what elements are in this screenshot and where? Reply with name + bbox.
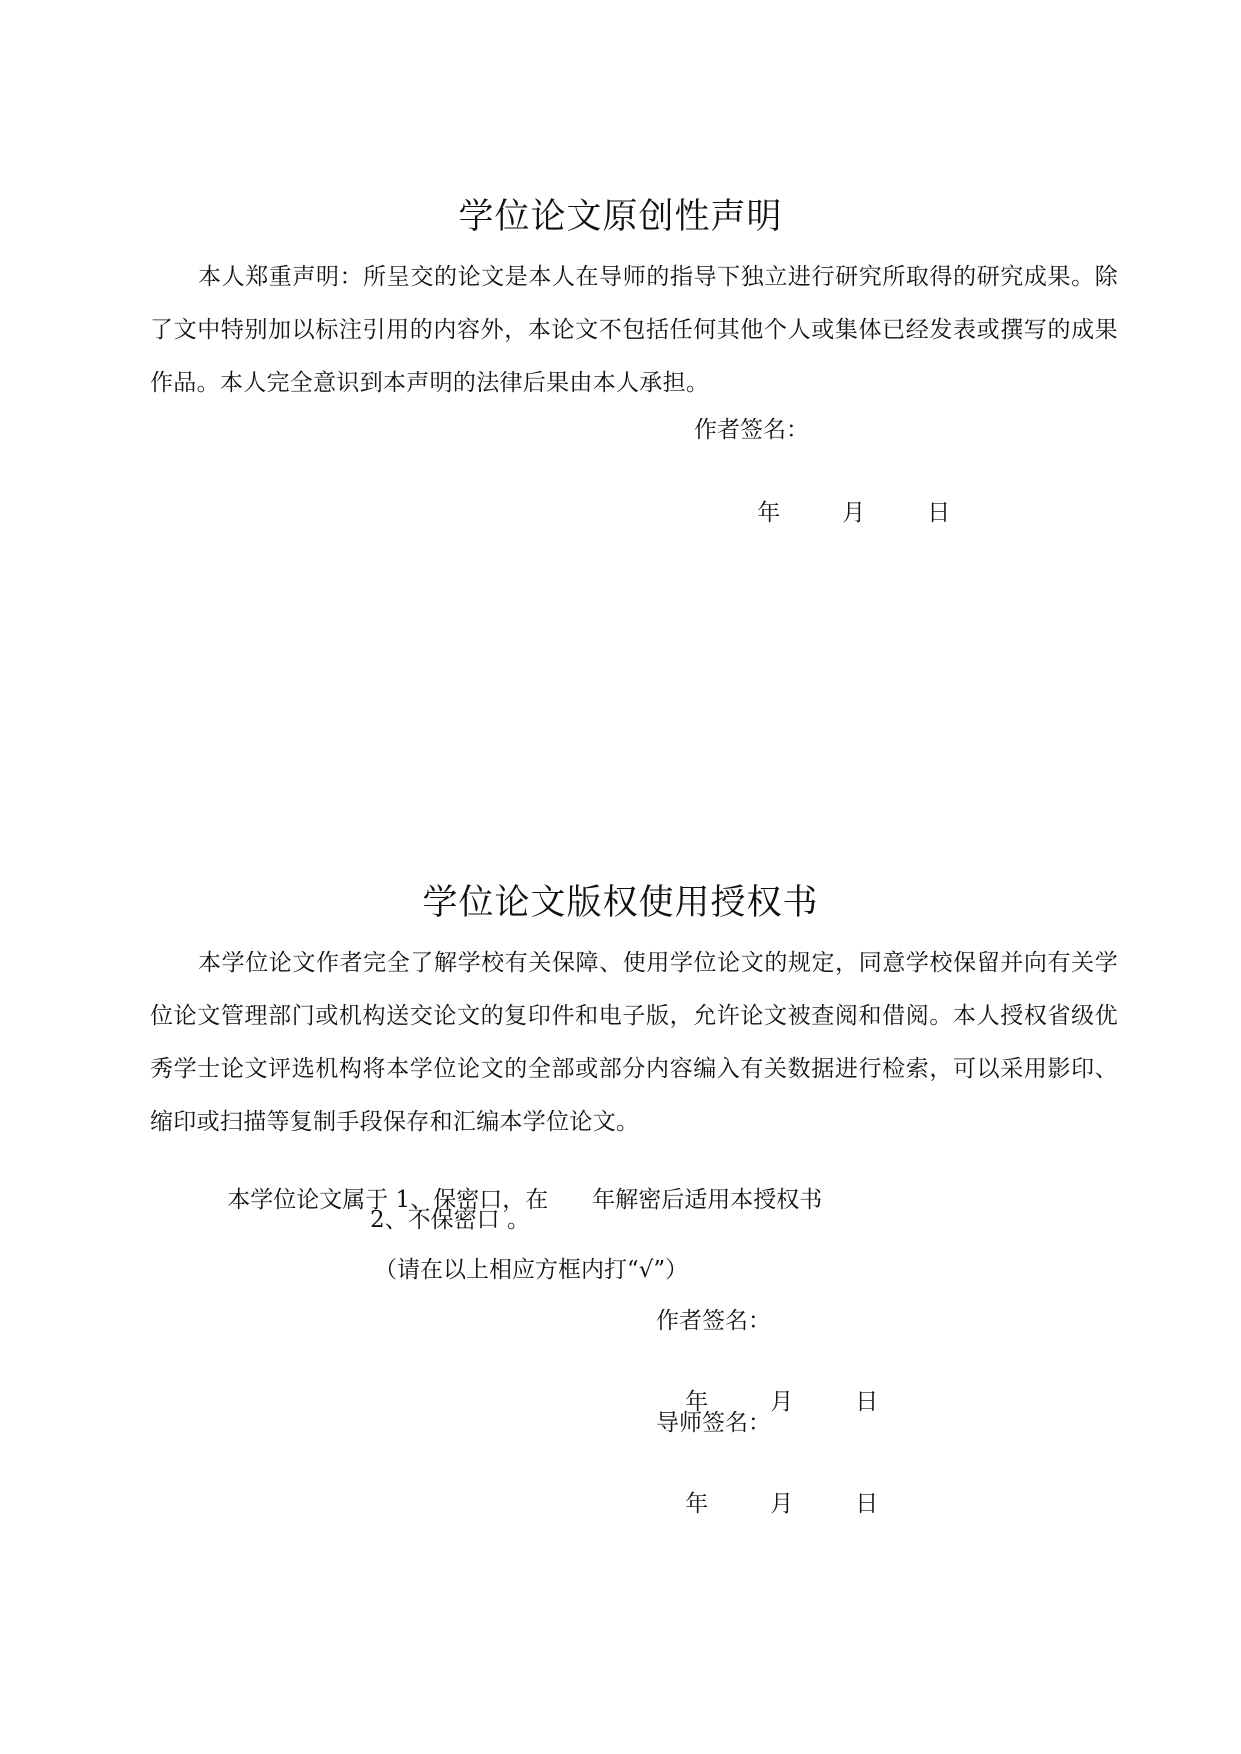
authorization-supervisor-date-day: 日: [855, 1491, 879, 1517]
authorization-option-one-prefix: 本学位论文属于 1、保密口，在: [227, 1187, 549, 1213]
authorization-author-date-year: 年: [685, 1389, 709, 1415]
declaration-date-line: [728, 468, 950, 558]
declaration-body: 本人郑重声明：所呈交的论文是本人在导师的指导下独立进行研究所取得的研究成果。除了文中特别加以标注引用的内容外，本论文不包括任何其他个人或集体已经发表或撰写的成果作品。本人完全意识到本声明的法律后果由本人承担。: [150, 264, 1118, 396]
declaration-date-year: 年: [757, 500, 781, 526]
authorization-supervisor-date-year: 年: [685, 1491, 709, 1517]
authorization-body: 本学位论文作者完全了解学校有关保障、使用学位论文的规定，同意学校保留并向有关学位论文管理部门或机构送交论文的复印件和电子版，允许论文被查阅和借阅。本人授权省级优秀学士论文评选机构将本学位论文的全部或部分内容编入有关数据进行检索，可以采用影印、缩印或扫描等复制手段保存和汇编本学位论文。: [150, 950, 1118, 1135]
authorization-author-signature-label: 作者签名：: [656, 1308, 771, 1334]
authorization-option-two: 2、不保密口 。: [370, 1207, 530, 1233]
authorization-title: 学位论文版权使用授权书: [422, 883, 819, 923]
authorization-option-one-suffix: 年解密后适用本授权书: [592, 1187, 823, 1213]
authorization-supervisor-signature-label: 导师签名：: [656, 1410, 771, 1436]
authorization-author-date-day: 日: [855, 1389, 879, 1415]
authorization-note: （请在以上相应方框内打“√”）: [374, 1257, 689, 1283]
declaration-date-month: 月: [842, 500, 866, 526]
authorization-supervisor-date-line: [656, 1459, 878, 1549]
declaration-date-day: 日: [927, 500, 951, 526]
authorization-author-date-month: 月: [770, 1389, 794, 1415]
declaration-author-signature-label: 作者签名：: [694, 417, 809, 443]
declaration-title: 学位论文原创性声明: [458, 197, 783, 237]
authorization-supervisor-date-month: 月: [770, 1491, 794, 1517]
